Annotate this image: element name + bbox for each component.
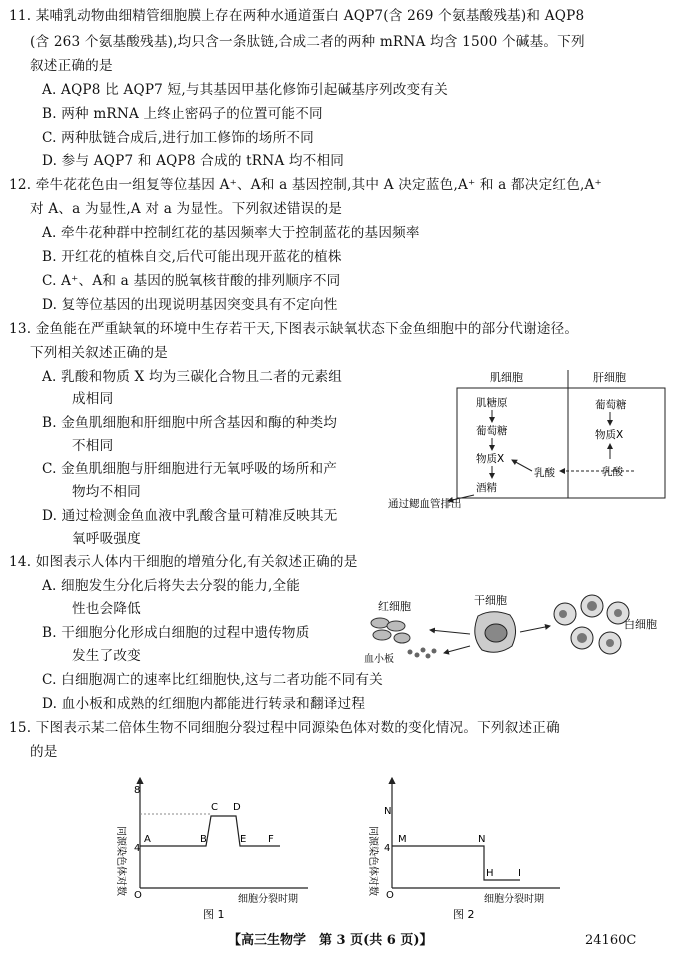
q12-option-b: B. 开红花的植株自交,后代可能出现开蓝花的植株: [42, 249, 342, 265]
page-footer-title: 【高三生物学 第 3 页(共 6 页)】: [228, 933, 433, 948]
q14-option-b-line2: 发生了改变: [72, 648, 141, 664]
muscle-cell-title: 肌细胞: [490, 371, 523, 384]
q13-option-b-line1: B. 金鱼肌细胞和肝细胞中所含基因和酶的种类均: [42, 415, 338, 431]
muscle-glycogen-label: 肌糖原: [476, 397, 508, 409]
fig1-origin: O: [134, 890, 142, 901]
q13-stem-line1: 13. 金鱼能在严重缺氧的环境中生存若干天,下图表示缺氧状态下金鱼细胞中的部分代谢途径。: [9, 321, 579, 337]
q13-option-b-line2: 不相同: [72, 438, 114, 454]
fig2-ylabel: 同源染色体对数: [367, 826, 378, 896]
q12-stem-line2: 对 A、a 为显性,A 对 a 为显性。下列叙述错误的是: [30, 201, 343, 217]
q14-option-a-line1: A. 细胞发生分化后将失去分裂的能力,全能: [42, 578, 301, 594]
alcohol-label: 酒精: [476, 482, 497, 494]
lactate-right-label: 乳酸: [602, 466, 623, 478]
stem-cell-label: 干细胞: [474, 594, 507, 607]
platelet-label: 血小板: [364, 654, 394, 665]
fig2-point-n: N: [478, 834, 486, 845]
q14-option-d: D. 血小板和成熟的红细胞内都能进行转录和翻译过程: [42, 696, 366, 712]
fig1-caption: 图 1: [203, 908, 225, 921]
q11-stem-line3: 叙述正确的是: [30, 58, 113, 74]
q13-metabolism-diagram: [388, 368, 670, 514]
fig1-point-d: D: [233, 802, 241, 813]
fig2-caption: 图 2: [453, 908, 475, 921]
fig2-point-m: M: [398, 834, 407, 845]
q13-option-a-line2: 成相同: [72, 391, 114, 407]
q13-option-c-line2: 物均不相同: [72, 484, 141, 500]
q11-option-c: C. 两种肽链合成后,进行加工修饰的场所不同: [42, 130, 314, 146]
q14-stem-cell-diagram: [360, 588, 660, 666]
fig1-point-b: B: [200, 834, 207, 845]
substance-x-right-label: 物质X: [595, 429, 624, 441]
fig1-tick-8: 8: [134, 785, 141, 796]
q14-option-b-line1: B. 干细胞分化形成白细胞的过程中遗传物质: [42, 625, 310, 641]
q15-stem-line2: 的是: [30, 744, 58, 760]
red-cell-label: 红细胞: [378, 600, 411, 613]
q13-option-d-line1: D. 通过检测金鱼血液中乳酸含量可精准反映其无: [42, 508, 338, 524]
q14-option-c: C. 白细胞凋亡的速率比红细胞快,这与二者功能不同有关: [42, 672, 383, 688]
page-footer-code: 24160C: [585, 933, 637, 948]
q11-option-b: B. 两种 mRNA 上终止密码子的位置可能不同: [42, 106, 323, 122]
q11-option-a: A. AQP8 比 AQP7 短,与其基因甲基化修饰引起碱基序列改变有关: [42, 82, 448, 98]
q11-option-d: D. 参与 AQP7 和 AQP8 合成的 tRNA 均不相同: [42, 153, 345, 169]
fig1-point-f: F: [268, 834, 274, 845]
fig1-tick-4: 4: [134, 843, 141, 854]
gill-excretion-label: 通过鳃血管排出: [388, 498, 462, 510]
q15-stem-line1: 15. 下图表示某二倍体生物不同细胞分裂过程中同源染色体对数的变化情况。下列叙述正确: [9, 720, 560, 736]
lactate-mid-label: 乳酸: [534, 467, 555, 479]
liver-cell-title: 肝细胞: [593, 371, 626, 384]
fig1-ylabel: 同源染色体对数: [115, 826, 126, 896]
fig2-point-h: H: [486, 868, 494, 879]
q14-stem-line1: 14. 如图表示人体内干细胞的增殖分化,有关叙述正确的是: [9, 554, 358, 570]
fig2-tick-4: 4: [384, 843, 391, 854]
fig2-point-i: I: [518, 868, 521, 879]
q12-option-d: D. 复等位基因的出现说明基因突变具有不定向性: [42, 297, 338, 313]
white-cell-label: 白细胞: [624, 618, 657, 631]
q12-stem-line1: 12. 牵牛花花色由一组复等位基因 A⁺、A和 a 基因控制,其中 A 决定蓝色,A⁺ 和 a 都决定红色,A⁺: [9, 177, 602, 193]
q15-figure-1: [108, 770, 318, 922]
glucose-left-label: 葡萄糖: [476, 425, 508, 437]
fig1-xlabel: 细胞分裂时期: [238, 894, 298, 905]
fig2-xlabel: 细胞分裂时期: [484, 894, 544, 905]
substance-x-left-label: 物质X: [476, 453, 505, 465]
fig2-origin: O: [386, 890, 394, 901]
q11-stem-line2: (含 263 个氨基酸残基),均只含一条肽链,合成二者的两种 mRNA 均含 1500 个碱基。下列: [30, 34, 585, 50]
fig2-tick-n: N: [384, 806, 392, 817]
q12-option-a: A. 牵牛花种群中控制红花的基因频率大于控制蓝花的基因频率: [42, 225, 420, 241]
fig1-point-a: A: [144, 834, 151, 845]
q12-option-c: C. A⁺、A和 a 基因的脱氧核苷酸的排列顺序不同: [42, 273, 341, 289]
q13-option-a-line1: A. 乳酸和物质 X 均为三碳化合物且二者的元素组: [42, 369, 343, 385]
q15-figure-2: [360, 770, 570, 922]
fig1-point-c: C: [211, 802, 218, 813]
q11-stem-line1: 11. 某哺乳动物曲细精管细胞膜上存在两种水通道蛋白 AQP7(含 269 个氨基酸残基)和 AQP8: [9, 8, 585, 24]
q13-option-c-line1: C. 金鱼肌细胞与肝细胞进行无氧呼吸的场所和产: [42, 461, 338, 477]
q14-option-a-line2: 性也会降低: [72, 601, 141, 617]
fig1-point-e: E: [240, 834, 247, 845]
q13-stem-line2: 下列相关叙述正确的是: [30, 345, 168, 361]
q13-option-d-line2: 氧呼吸强度: [72, 531, 141, 547]
glucose-right-label: 葡萄糖: [595, 399, 627, 411]
